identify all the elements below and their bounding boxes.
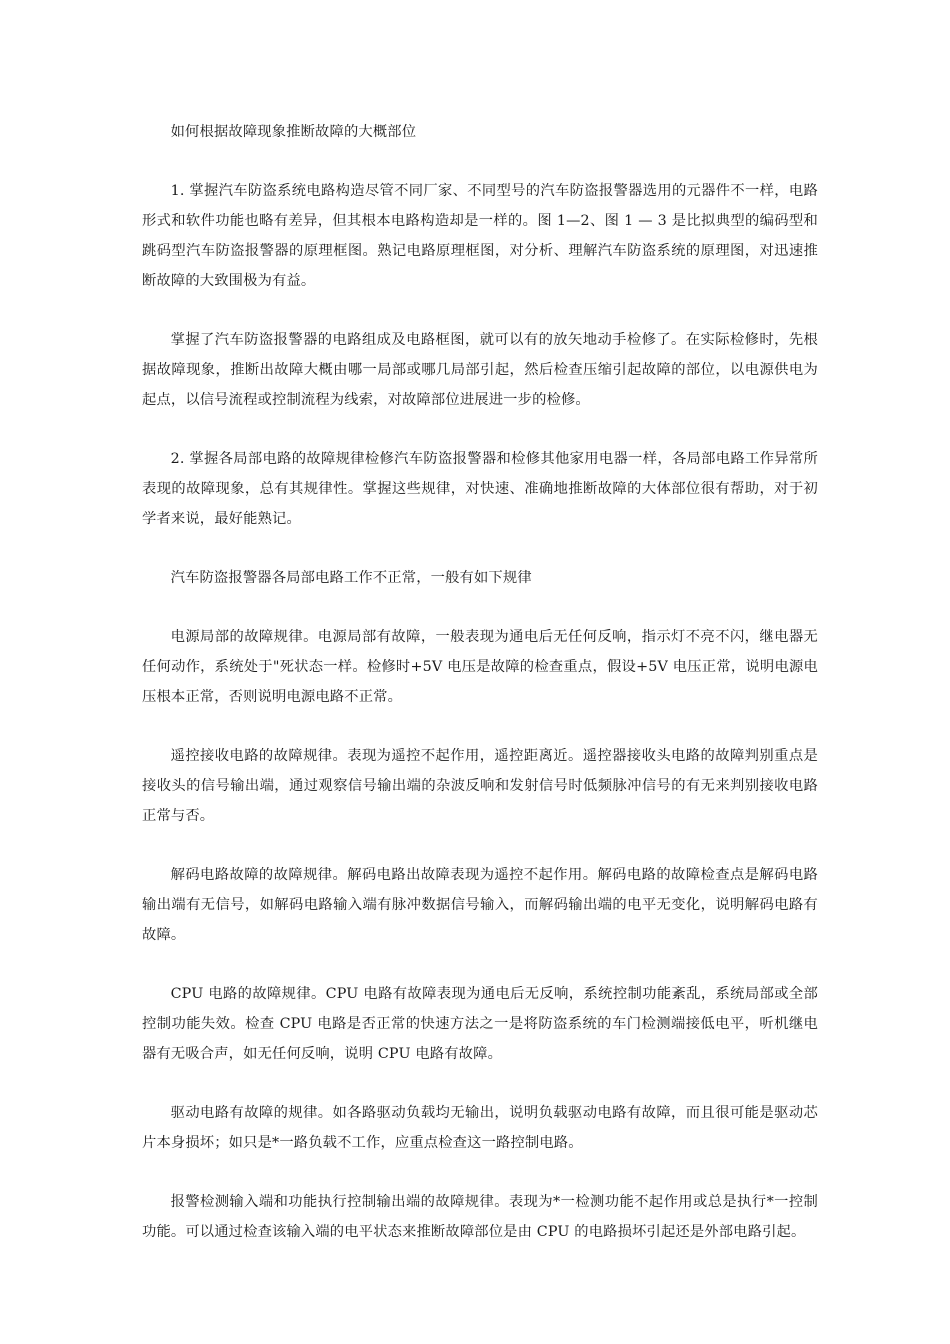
paragraph-10: 报警检测输入端和功能执行控制输出端的故障规律。表现为*一检测功能不起作用或总是执行*一控制功能。可以通过检查该输入端的电平状态来推断故障部位是由 CPU 的电路损坏引起还是外部电路引起。 <box>142 1194 818 1240</box>
document-body <box>142 117 818 1276</box>
paragraph-4: 汽车防盗报警器各局部电路工作不正常，一般有如下规律 <box>170 570 532 586</box>
paragraph-8: CPU 电路的故障规律。CPU 电路有故障表现为通电后无反响，系统控制功能紊乱，系统局部或全部控制功能失效。检查 CPU 电路是否正常的快速方法之一是将防盗系统的车门检测端接低电平，听机继电器有无吸合声，如无任何反响，说明 CPU 电路有故障。 <box>142 986 819 1062</box>
paragraph-2: 掌握了汽车防盗报警器的电路组成及电路框图，就可以有的放矢地动手检修了。在实际检修时，先根据故障现象，推断出故障大概由哪一局部或哪几局部引起，然后检查压缩引起故障的部位，以电源供电为起点，以信号流程或控制流程为线索，对故障部位进展进一步的检修。 <box>142 332 818 408</box>
paragraph-1: 1. 掌握汽车防盗系统电路构造尽管不同厂家、不同型号的汽车防盗报警器选用的元器件不一样，电路形式和软件功能也略有差异，但其根本电路构造却是一样的。图 1—2、图 1 — 3 是比拟典型的编码型和跳码型汽车防盗报警器的原理框图。熟记电路原理框图，对分析、理解汽车防盗系统的原理图，对迅速推断故障的大致围极为有益。 <box>142 183 818 289</box>
document-title: 如何根据故障现象推断故障的大概部位 <box>170 124 417 140</box>
paragraph-9: 驱动电路有故障的规律。如各路驱动负载均无输出，说明负载驱动电路有故障，而且很可能是驱动芯片本身损坏；如只是*一路负载不工作，应重点检查这一路控制电路。 <box>142 1105 818 1151</box>
paragraph-6: 遥控接收电路的故障规律。表现为遥控不起作用，遥控距离近。遥控器接收头电路的故障判别重点是接收头的信号输出端，通过观察信号输出端的杂波反响和发射信号时低频脉冲信号的有无来判别接收电路正常与否。 <box>142 748 818 824</box>
paragraph-3: 2. 掌握各局部电路的故障规律检修汽车防盗报警器和检修其他家用电器一样，各局部电路工作异常所表现的故障现象，总有其规律性。掌握这些规律，对快速、准确地推断故障的大体部位很有帮助，对于初学者来说，最好能熟记。 <box>142 451 818 527</box>
paragraph-7: 解码电路故障的故障规律。解码电路出故障表现为遥控不起作用。解码电路的故障检查点是解码电路输出端有无信号，如解码电路输入端有脉冲数据信号输入，而解码输出端的电平无变化，说明解码电路有故障。 <box>142 867 818 943</box>
paragraph-5: 电源局部的故障规律。电源局部有故障，一般表现为通电后无任何反响，指示灯不亮不闪，继电器无任何动作，系统处于"死状态一样。检修时+5V 电压是故障的检查重点，假设+5V 电压正常，说明电源电压根本正常，否则说明电源电路不正常。 <box>142 629 818 705</box>
